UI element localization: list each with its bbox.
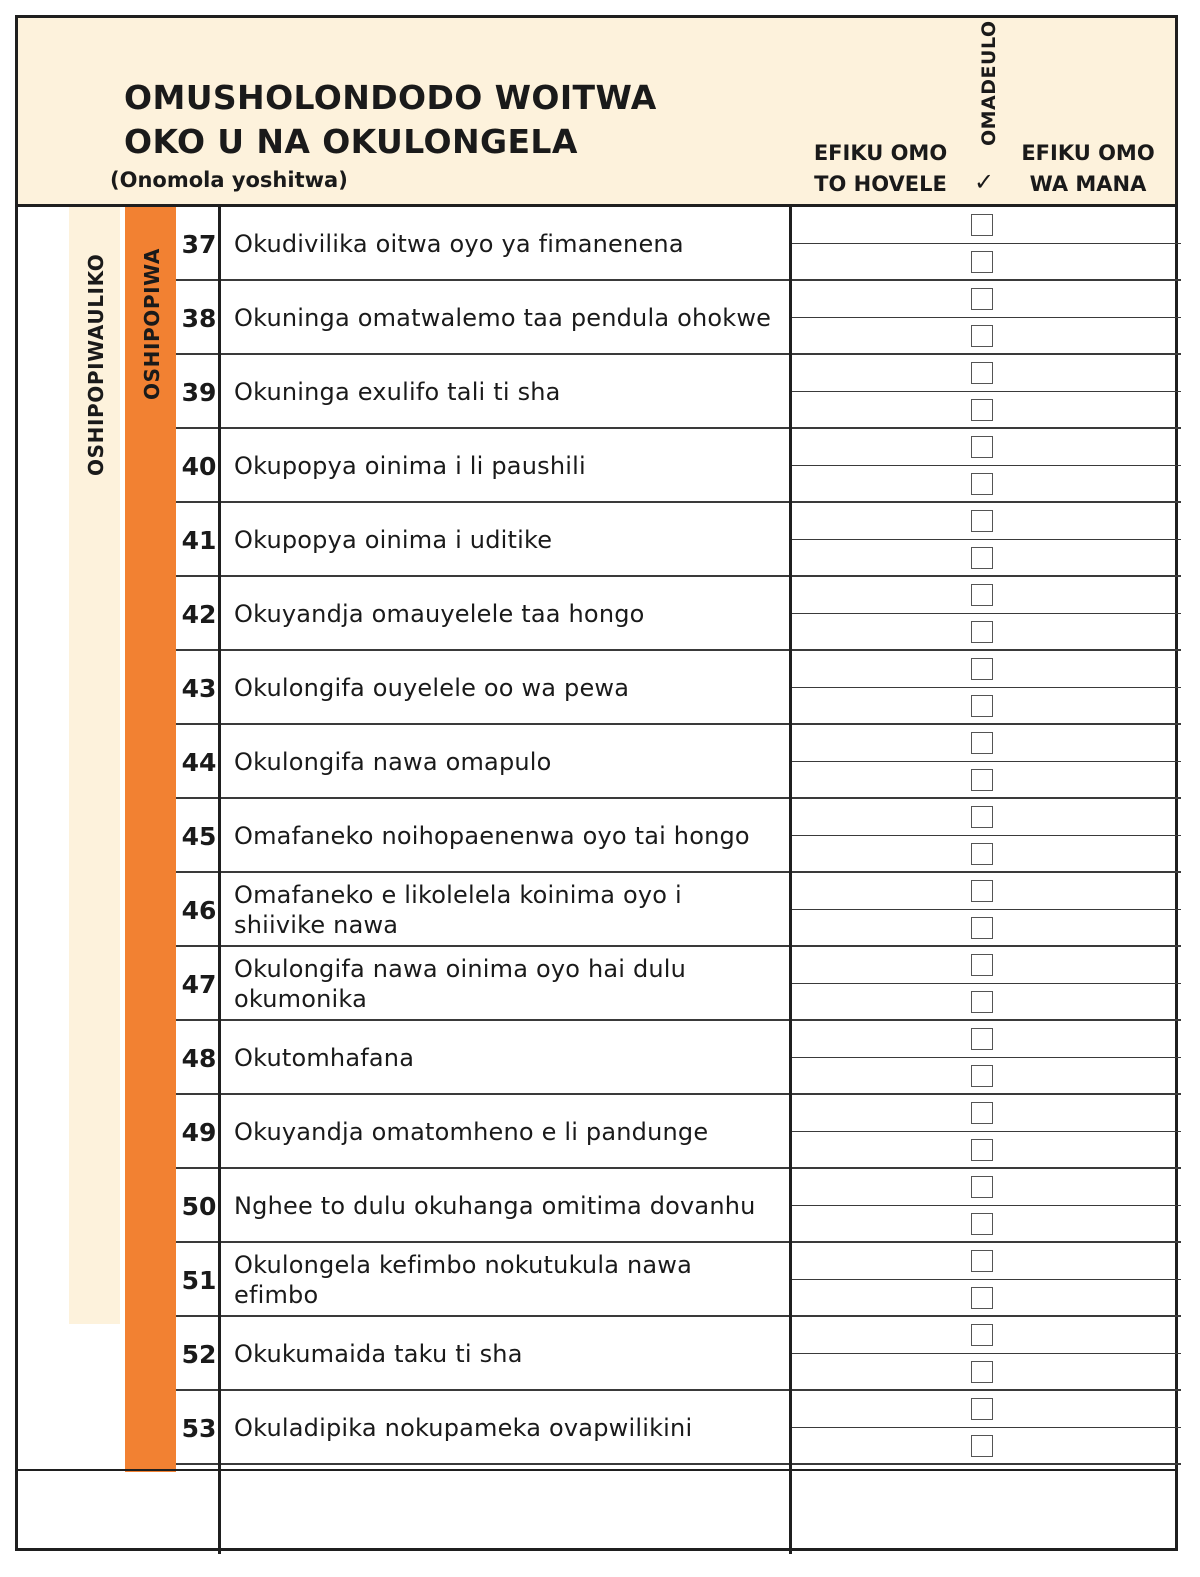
assignment-checkbox[interactable] [971, 1324, 993, 1346]
assignment-checkbox[interactable] [971, 288, 993, 310]
assignment-checkbox[interactable] [971, 399, 993, 421]
checkmark-icon: ✓ [974, 168, 995, 196]
assignment-checkbox[interactable] [971, 732, 993, 754]
row-half-divider [789, 1427, 1181, 1428]
lesson-number: 39 [181, 377, 217, 407]
assignment-checkbox[interactable] [971, 436, 993, 458]
assignment-checkbox[interactable] [971, 806, 993, 828]
table-row [176, 577, 1181, 651]
row-half-divider [789, 835, 1181, 836]
column-header-end-line-2: WA MANA [1029, 172, 1147, 196]
table-row [176, 207, 1181, 281]
form-subtitle: (Onomola yoshitwa) [110, 168, 348, 192]
lesson-title: Okukumaida taku ti sha [234, 1340, 523, 1368]
assignment-checkbox[interactable] [971, 917, 993, 939]
form-header [18, 18, 1175, 207]
assignment-checkbox[interactable] [971, 954, 993, 976]
side-label-cream: OSHIPOPIWAULIKO [84, 253, 108, 476]
side-label-orange: OSHIPOPIWA [140, 248, 164, 400]
row-half-divider [789, 539, 1181, 540]
table-row [176, 1243, 1181, 1317]
table-row [176, 725, 1181, 799]
table-row [176, 281, 1181, 355]
assignment-checkbox[interactable] [971, 1065, 993, 1087]
lesson-title: Okupopya oinima i uditike [234, 526, 553, 554]
form-title [124, 76, 657, 164]
row-half-divider [789, 1057, 1181, 1058]
table-row [176, 1095, 1181, 1169]
table-row [176, 947, 1181, 1021]
table-row [176, 799, 1181, 873]
assignment-checkbox[interactable] [971, 473, 993, 495]
row-half-divider [789, 761, 1181, 762]
lesson-number: 40 [181, 451, 217, 481]
lesson-title: Okutomhafana [234, 1044, 415, 1072]
table-row [176, 355, 1181, 429]
assignment-checkbox[interactable] [971, 769, 993, 791]
row-half-divider [789, 1205, 1181, 1206]
lesson-title: Omafaneko e likolelela koinima oyo i shiivike nawa [234, 881, 682, 939]
column-header-start-line-1: EFIKU OMO [813, 141, 948, 165]
table-row [176, 429, 1181, 503]
lesson-title: Okudivilika oitwa oyo ya fimanenena [234, 230, 684, 258]
table-row [176, 873, 1181, 947]
assignment-checkbox[interactable] [971, 621, 993, 643]
assignment-checkbox[interactable] [971, 1398, 993, 1420]
assignment-checkbox[interactable] [971, 843, 993, 865]
lesson-number: 47 [181, 969, 217, 999]
assignment-checkbox[interactable] [971, 1361, 993, 1383]
form-title-line-2: OKO U NA OKULONGELA [124, 122, 578, 161]
lesson-number: 41 [181, 525, 217, 555]
assignment-checkbox[interactable] [971, 1435, 993, 1457]
row-half-divider [789, 983, 1181, 984]
assignment-checkbox[interactable] [971, 695, 993, 717]
assignment-checkbox[interactable] [971, 1028, 993, 1050]
column-header-end-date [1013, 138, 1163, 200]
divider-bottom [18, 1469, 1175, 1471]
lesson-title: Omafaneko noihopaenenwa oyo tai hongo [234, 822, 750, 850]
lesson-title: Okulongifa nawa omapulo [234, 748, 552, 776]
study-form [15, 15, 1178, 1551]
form-title-line-1: OMUSHOLONDODO WOITWA [124, 78, 657, 117]
assignment-checkbox[interactable] [971, 1250, 993, 1272]
table-row [176, 1169, 1181, 1243]
assignment-checkbox[interactable] [971, 547, 993, 569]
row-half-divider [789, 391, 1181, 392]
lesson-title: Okuyandja omauyelele taa hongo [234, 600, 645, 628]
lesson-title: Okuninga exulifo tali ti sha [234, 378, 561, 406]
lesson-number: 44 [181, 747, 217, 777]
row-half-divider [789, 909, 1181, 910]
assignment-checkbox[interactable] [971, 658, 993, 680]
table-row [176, 651, 1181, 725]
lesson-title: Okupopya oinima i li paushili [234, 452, 586, 480]
lesson-number: 42 [181, 599, 217, 629]
table-row [176, 503, 1181, 577]
assignment-checkbox[interactable] [971, 1213, 993, 1235]
table-row [176, 1317, 1181, 1391]
lesson-number: 45 [181, 821, 217, 851]
row-half-divider [789, 1131, 1181, 1132]
assignment-checkbox[interactable] [971, 1287, 993, 1309]
column-header-start-date [803, 138, 958, 200]
assignment-checkbox[interactable] [971, 251, 993, 273]
assignment-checkbox[interactable] [971, 214, 993, 236]
row-half-divider [789, 613, 1181, 614]
row-half-divider [789, 687, 1181, 688]
assignment-checkbox[interactable] [971, 1139, 993, 1161]
column-header-assignments: OMADEULO [978, 20, 1000, 146]
lesson-title: Okuladipika nokupameka ovapwilikini [234, 1414, 693, 1442]
lesson-number: 38 [181, 303, 217, 333]
lesson-number: 37 [181, 229, 217, 259]
table-row [176, 1391, 1181, 1465]
lesson-number: 49 [181, 1117, 217, 1147]
assignment-checkbox[interactable] [971, 880, 993, 902]
lesson-number: 43 [181, 673, 217, 703]
row-half-divider [789, 317, 1181, 318]
assignment-checkbox[interactable] [971, 584, 993, 606]
lesson-title: Okuyandja omatomheno e li pandunge [234, 1118, 709, 1146]
lesson-title: Okulongela kefimbo nokutukula nawa efimbo [234, 1251, 692, 1309]
row-half-divider [789, 1353, 1181, 1354]
lesson-number: 50 [181, 1191, 217, 1221]
lesson-title: Okulongifa ouyelele oo wa pewa [234, 674, 630, 702]
lesson-number: 53 [181, 1413, 217, 1443]
assignment-checkbox[interactable] [971, 1176, 993, 1198]
row-divider [176, 1463, 1181, 1465]
divider-checkbox-column [789, 207, 792, 1554]
table-row [176, 1021, 1181, 1095]
row-half-divider [789, 1279, 1181, 1280]
assignment-checkbox[interactable] [971, 362, 993, 384]
assignment-checkbox[interactable] [971, 325, 993, 347]
column-header-start-line-2: TO HOVELE [814, 172, 947, 196]
lesson-title: Nghee to dulu okuhanga omitima dovanhu [234, 1192, 756, 1220]
row-half-divider [789, 465, 1181, 466]
lesson-number: 46 [181, 895, 217, 925]
assignment-checkbox[interactable] [971, 510, 993, 532]
lesson-number: 51 [181, 1265, 217, 1295]
column-header-end-line-1: EFIKU OMO [1021, 141, 1155, 165]
assignment-checkbox[interactable] [971, 1102, 993, 1124]
assignment-checkbox[interactable] [971, 991, 993, 1013]
lesson-title: Okulongifa nawa oinima oyo hai dulu okumonika [234, 955, 687, 1013]
lesson-number: 48 [181, 1043, 217, 1073]
lesson-title: Okuninga omatwalemo taa pendula ohokwe [234, 304, 772, 332]
lesson-number: 52 [181, 1339, 217, 1369]
divider-number-column [218, 207, 221, 1554]
row-half-divider [789, 243, 1181, 244]
